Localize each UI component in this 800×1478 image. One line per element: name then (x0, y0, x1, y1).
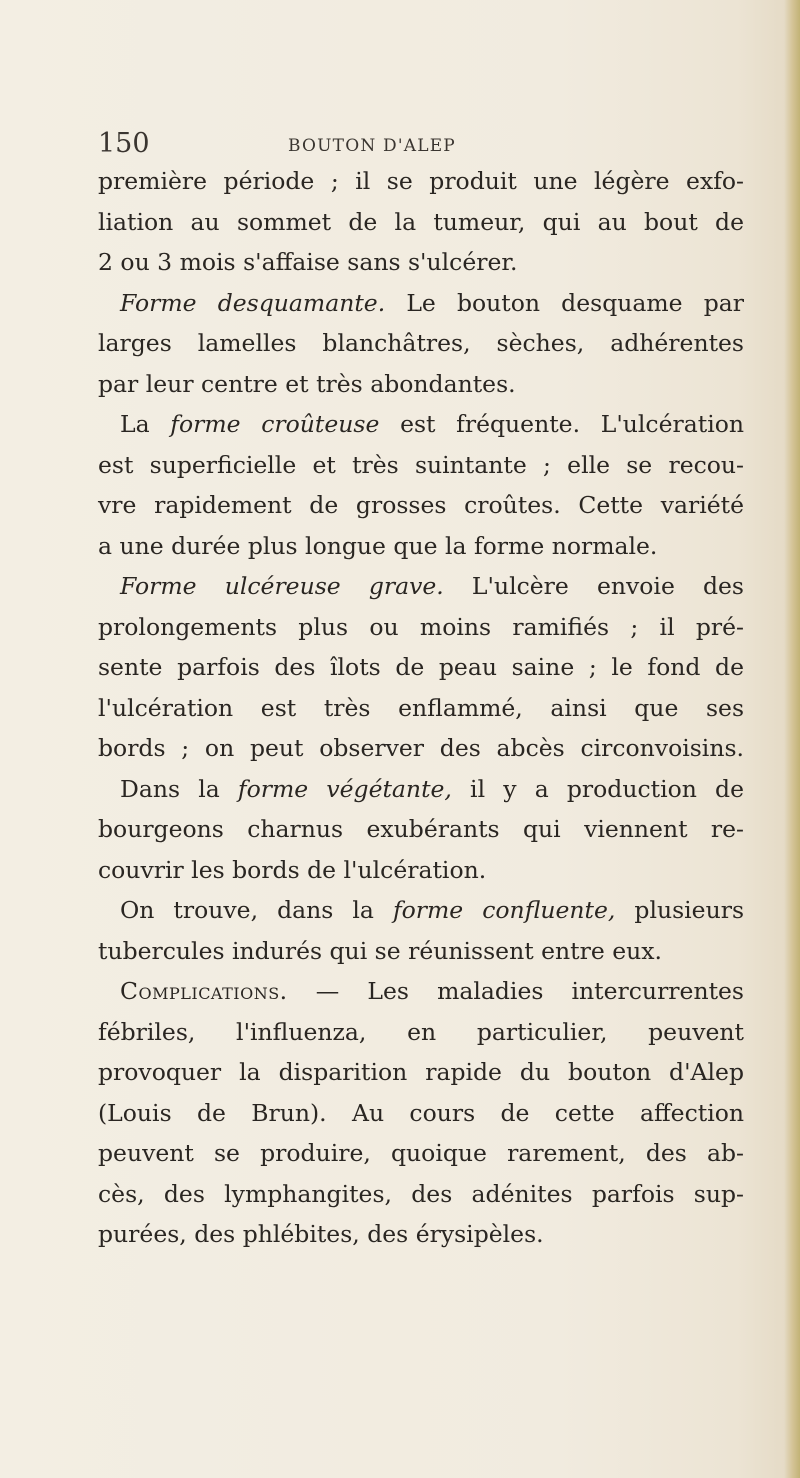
body-text (98, 161, 744, 1255)
text-segment: — Les maladies intercurrentes (287, 977, 744, 1005)
text-segment: prolongements plus ou moins ramifiés ; il pré- (98, 612, 744, 641)
text-segment: première période ; il se produit une légère exfo- (98, 167, 744, 195)
section-heading: Complications. (120, 977, 288, 1005)
text-segment: On trouve, dans la (120, 896, 393, 924)
text-segment: liation au sommet de la tumeur, qui au bout de (98, 207, 744, 236)
text-line (98, 1052, 744, 1093)
italic-term: Forme ulcéreuse grave. (120, 572, 444, 600)
text-line (98, 161, 744, 202)
text-line (98, 242, 744, 283)
page-number: 150 (98, 128, 150, 159)
text-line (98, 1093, 744, 1134)
text-line (98, 323, 744, 364)
text-line (98, 809, 744, 850)
text-line (98, 971, 744, 1012)
text-line (98, 202, 744, 243)
text-line (98, 728, 744, 769)
text-segment: (Louis de Brun). Au cours de cette affection (98, 1098, 744, 1127)
text-segment: a une durée plus longue que la forme normale. (98, 531, 658, 560)
text-line (98, 526, 744, 567)
text-line (98, 850, 744, 891)
text-segment: purées, des phlébites, des érysipèles. (98, 1220, 544, 1248)
text-line (98, 566, 744, 607)
text-line (98, 890, 744, 931)
text-line (98, 364, 744, 405)
text-segment: est superficielle et très suintante ; elle se recou- (98, 450, 744, 479)
text-segment: tubercules indurés qui se réunissent entre eux. (98, 936, 662, 965)
text-segment: couvrir les bords de l'ulcération. (98, 855, 487, 884)
text-line (98, 1133, 744, 1174)
text-line (98, 1174, 744, 1215)
text-segment: provoquer la disparition rapide du bouton d'Alep (98, 1058, 744, 1086)
text-segment: l'ulcération est très enflammé, ainsi que ses (98, 693, 744, 722)
text-line (98, 647, 744, 688)
text-segment: L'ulcère envoie des (443, 572, 744, 600)
text-line (98, 931, 744, 972)
text-line (98, 485, 744, 526)
text-segment: Dans la (120, 774, 238, 803)
text-segment: est fréquente. L'ulcération (379, 410, 744, 438)
text-segment: cès, des lymphangites, des adénites parfois sup- (98, 1179, 744, 1208)
text-line (98, 688, 744, 729)
text-segment: bourgeons charnus exubérants qui viennent re- (98, 815, 744, 843)
text-segment: Le bouton desquame par (385, 288, 744, 317)
text-line (98, 769, 744, 810)
text-line (98, 1214, 744, 1255)
text-segment: larges lamelles blanchâtres, sèches, adhérentes (98, 329, 744, 357)
text-line (98, 283, 744, 324)
text-segment: par leur centre et très abondantes. (98, 369, 516, 398)
text-segment: il y a production de (451, 774, 744, 803)
text-segment: plusieurs (615, 896, 745, 924)
text-line (98, 404, 744, 445)
italic-term: forme confluente, (392, 896, 616, 924)
page-edge-stain (784, 0, 800, 1478)
text-line (98, 445, 744, 486)
text-line (98, 607, 744, 648)
text-segment: bords ; on peut observer des abcès circonvoisins. (98, 734, 744, 762)
text-segment: fébriles, l'influenza, en particulier, peuvent (98, 1017, 744, 1046)
italic-term: forme croûteuse (170, 410, 380, 438)
italic-term: forme végétante, (237, 774, 452, 803)
text-segment: 2 ou 3 mois s'affaise sans s'ulcérer. (98, 248, 518, 276)
text-segment: vre rapidement de grosses croûtes. Cette variété (98, 491, 744, 519)
text-segment: peuvent se produire, quoique rarement, des ab- (98, 1139, 744, 1167)
running-title: BOUTON D'ALEP (288, 136, 456, 156)
text-segment: sente parfois des îlots de peau saine ; le fond de (98, 653, 744, 681)
page-header (98, 128, 738, 164)
text-segment: La (120, 410, 171, 438)
text-line (98, 1012, 744, 1053)
italic-term: Forme desquamante. (120, 288, 386, 317)
